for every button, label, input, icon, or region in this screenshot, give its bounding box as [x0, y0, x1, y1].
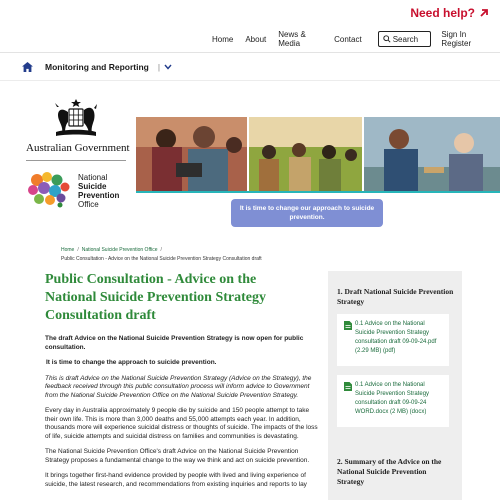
article-subhead: It is time to change the approach to suicide prevention.: [46, 359, 217, 366]
hero-photo-men-talking: [364, 117, 500, 192]
office-name-line-3: Prevention: [78, 191, 120, 200]
register-link[interactable]: Register: [441, 39, 472, 48]
hero-photo-women-tablet: [136, 117, 247, 192]
section-title[interactable]: Monitoring and Reporting: [45, 62, 149, 72]
sign-in-link[interactable]: Sign In: [441, 30, 467, 39]
hero-accent-stripe: [136, 191, 500, 193]
nspo-map-logo: [27, 170, 73, 208]
document-icon: [344, 321, 352, 330]
nav-news-media[interactable]: News & Media: [278, 30, 306, 48]
government-name: Australian Government: [26, 142, 130, 154]
nav-home[interactable]: Home: [212, 34, 234, 44]
page-title: Public Consultation - Advice on the National Suicide Prevention Strategy Consultation draft: [45, 272, 267, 323]
nav-contact[interactable]: Contact: [334, 34, 362, 44]
need-help-link[interactable]: [410, 6, 490, 20]
header-divider: [0, 52, 500, 53]
breadcrumb-nspo[interactable]: National Suicide Prevention Office: [81, 247, 158, 253]
subnav-divider: [0, 80, 500, 81]
section-separator: |: [157, 62, 161, 72]
chevron-down-icon[interactable]: [164, 64, 172, 70]
document-link-docx-label[interactable]: 0.1 Advice on the National Suicide Prevention Strategy consultation draft 09-09-24 WORD.docx (2 MB) (docx): [355, 382, 430, 415]
hero-tagline: It is time to change our approach to suicide prevention.: [231, 199, 383, 227]
top-navigation: [212, 30, 500, 48]
article-paragraph-3: It brings together first-hand evidence provided by people with lived and living experience of suicide, the latest research, and recommendations from existing inquiries and reports to lay: [45, 472, 307, 488]
article-paragraph-2: The National Suicide Prevention Office's draft Advice on the National Suicide Prevention Strategy proposes a fundamental change to the way we think and act on suicide prevention.: [45, 448, 310, 464]
office-name: [78, 173, 138, 209]
sidebar-heading-2: 2. Summary of the Advice on the National Suicide Prevention Strategy: [337, 457, 442, 486]
documents-sidebar: [328, 271, 462, 500]
home-icon[interactable]: [22, 62, 33, 72]
branding-divider: [26, 160, 126, 161]
article-italic-paragraph: This is draft Advice on the National Suicide Prevention Strategy (Advice on the Strategy), the feedback received through this public consultation process will inform advice to Government from the National Suicide Prevention Office on the National Suicide Prevention Strategy.: [45, 374, 312, 399]
coat-of-arms-logo: [50, 98, 102, 138]
article-body: [45, 335, 320, 496]
article-lead: The draft Advice on the National Suicide Prevention Strategy is now open for public consultation.: [45, 335, 304, 351]
office-name-line-2: Suicide: [78, 182, 107, 191]
nav-about[interactable]: About: [245, 34, 267, 44]
breadcrumb-home[interactable]: Home: [61, 247, 75, 253]
article-paragraph-1: Every day in Australia approximately 9 people die by suicide and 150 people attempt to take their own life. This is more than 3,000 deaths and 55,000 attempts each year. In addition, thousands more will experience suicidal distress or thoughts of suicide. The impacts of the loss of life, suicide attempts and suicidal distress on families and communities is devastating.: [45, 407, 318, 440]
hero-banner: [136, 117, 500, 192]
search-placeholder: Search: [392, 34, 419, 44]
search-icon: [383, 35, 391, 43]
need-help-label: Need help?: [410, 6, 475, 20]
office-name-line-1: National: [78, 173, 108, 182]
search-input[interactable]: [378, 31, 432, 47]
hero-photo-group-outdoors: [249, 117, 361, 192]
document-link-pdf[interactable]: [337, 314, 449, 366]
external-arrow-icon: [478, 7, 490, 19]
breadcrumb: Home / National Suicide Prevention Office / Public Consultation - Advice on the National Suicide Prevention Strategy Consultation draft: [61, 247, 262, 262]
office-name-line-4: Office: [78, 200, 99, 209]
breadcrumb-current: Public Consultation - Advice on the National Suicide Prevention Strategy Consultation draft: [61, 256, 262, 262]
document-icon: [344, 382, 352, 391]
document-link-pdf-label[interactable]: 0.1 Advice on the National Suicide Prevention Strategy consultation draft 09-09-24.pdf (2.29 MB) (pdf): [355, 321, 437, 354]
sidebar-heading-1: 1. Draft National Suicide Prevention Strategy: [337, 287, 454, 306]
section-navigation: [22, 62, 172, 72]
document-link-docx[interactable]: [337, 375, 449, 427]
